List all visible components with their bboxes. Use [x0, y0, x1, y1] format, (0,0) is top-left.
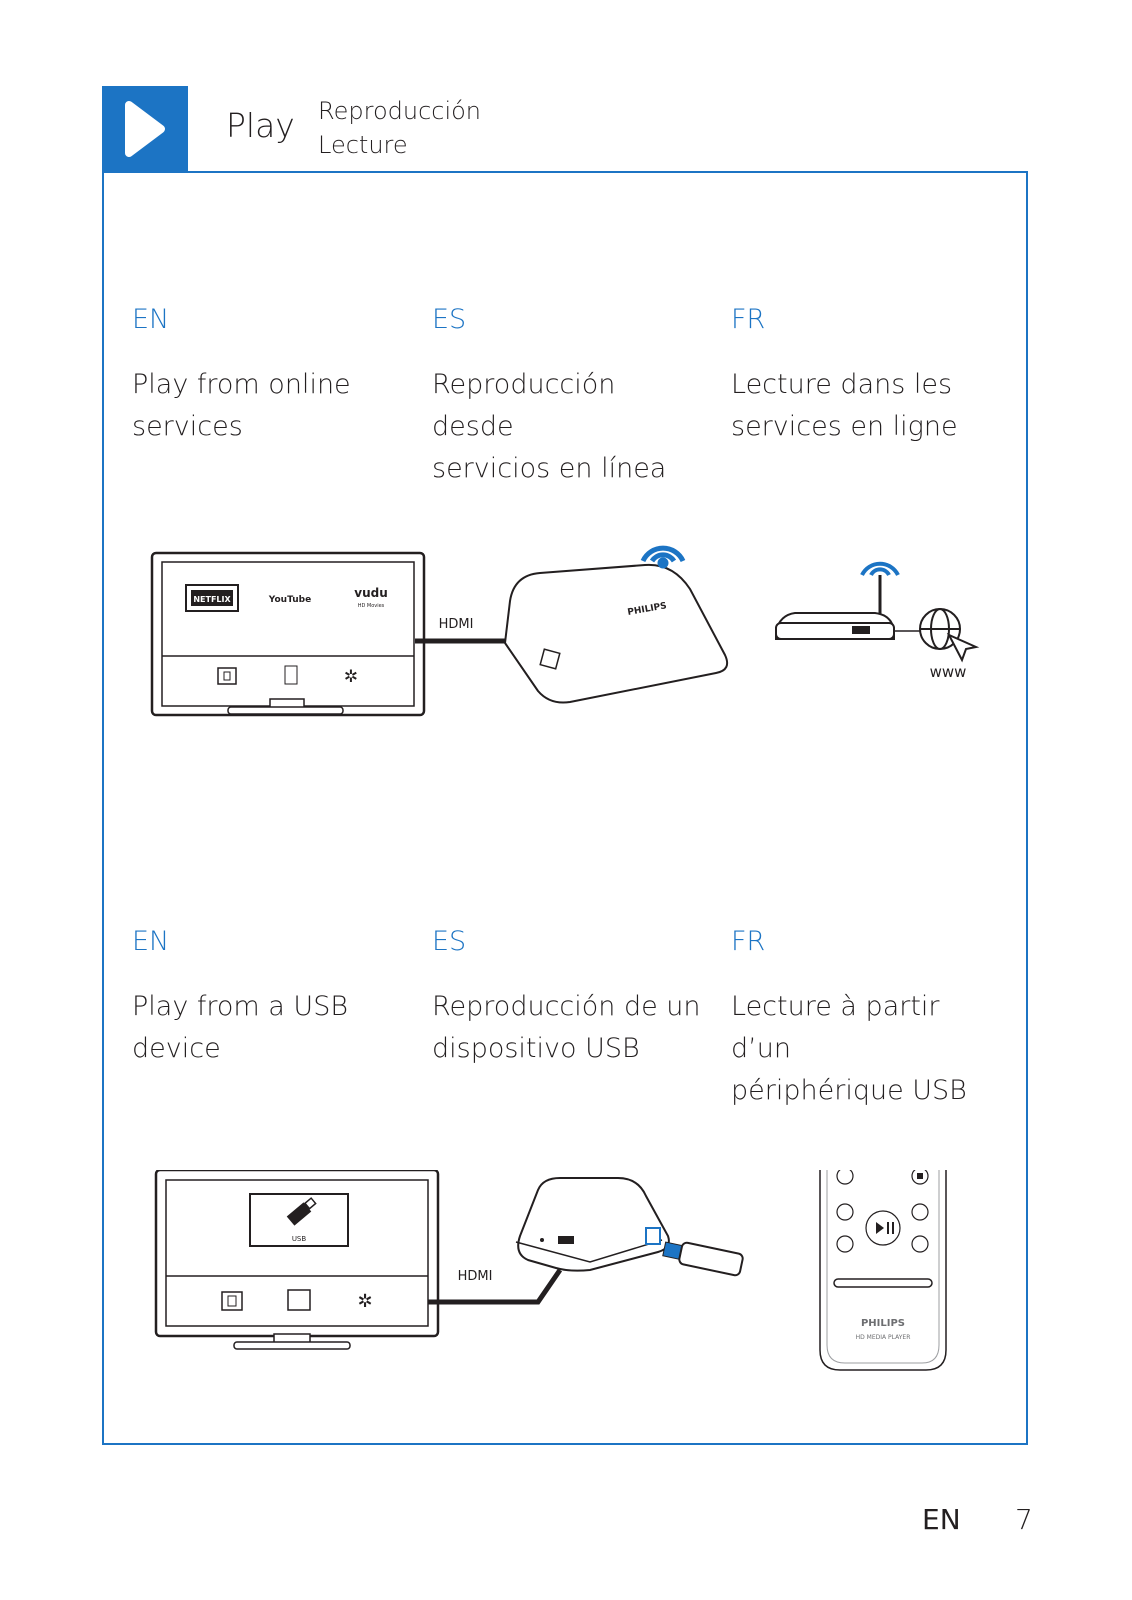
lang-code-en: EN — [132, 926, 170, 957]
desc-fr — [731, 986, 1001, 1112]
media-player-icon — [516, 1178, 669, 1271]
settings-icon: ✲ — [357, 1291, 373, 1312]
desc-fr — [731, 364, 1001, 448]
previous-button-icon — [837, 1236, 853, 1252]
lang-code-es: ES — [432, 926, 467, 957]
back-button-icon — [837, 1170, 853, 1184]
lang-code-fr: FR — [731, 304, 766, 335]
hdmi-label: HDMI — [457, 1269, 493, 1284]
desc-en — [132, 986, 402, 1070]
page-title: Play — [226, 106, 295, 145]
footer-language: EN — [922, 1503, 961, 1536]
globe-icon — [920, 609, 976, 660]
desc-line: Play from online — [132, 369, 351, 400]
vudu-subtitle: HD Movies — [357, 603, 385, 609]
desc-line: Reproducción de un — [432, 991, 701, 1022]
www-label: www — [929, 663, 967, 681]
desc-line: services — [132, 411, 243, 442]
player-brand: PHILIPS — [626, 601, 668, 618]
desc-en — [132, 364, 402, 448]
hdmi-cable — [415, 617, 508, 641]
usb-stick-icon — [663, 1242, 744, 1276]
tv-icon — [156, 1170, 438, 1349]
desc-line: servicios en línea — [432, 453, 667, 484]
usb-illustration — [150, 1170, 1000, 1410]
remote-brand: PHILIPS — [860, 1318, 906, 1329]
desc-line: Lecture à partir d’un — [731, 991, 940, 1064]
settings-icon: ✲ — [343, 667, 359, 687]
desc-line: services en ligne — [731, 411, 958, 442]
desc-line: Lecture dans les — [731, 369, 953, 400]
play-icon — [102, 86, 188, 172]
online-services-illustration — [140, 535, 1000, 745]
play-tab-marker — [102, 86, 188, 172]
remote-model: HD MEDIA PLAYER — [855, 1334, 911, 1341]
router-icon — [776, 575, 894, 639]
desc-line: dispositivo USB — [432, 1033, 640, 1064]
desc-line: périphérique USB — [731, 1075, 967, 1106]
subtitle-es: Reproducción — [318, 97, 482, 125]
desc-es — [432, 986, 702, 1070]
desc-line: Play from a USB — [132, 991, 349, 1022]
lang-code-fr: FR — [731, 926, 766, 957]
remote-control-icon — [820, 1170, 946, 1370]
hdmi-label: HDMI — [438, 617, 474, 632]
desc-es — [432, 364, 702, 490]
fast-forward-button-icon — [912, 1204, 928, 1220]
desc-line: device — [132, 1033, 221, 1064]
youtube-logo: YouTube — [268, 595, 312, 605]
desc-line: Reproducción desde — [432, 369, 616, 442]
tv-icon — [152, 553, 424, 715]
router-wifi-icon — [862, 564, 898, 575]
rewind-button-icon — [837, 1204, 853, 1220]
lang-code-es: ES — [432, 304, 467, 335]
next-button-icon — [912, 1236, 928, 1252]
hdmi-cable — [428, 1269, 560, 1302]
usb-label: USB — [291, 1235, 307, 1243]
lang-code-en: EN — [132, 304, 170, 335]
netflix-logo: NETFLIX — [193, 595, 231, 604]
vudu-logo: vudu — [354, 586, 388, 600]
subtitle-fr: Lecture — [318, 131, 408, 159]
wifi-signal-icon — [643, 548, 683, 566]
page-number: 7 — [1015, 1503, 1033, 1536]
media-player-icon — [505, 565, 727, 703]
page-subtitle — [318, 94, 481, 162]
